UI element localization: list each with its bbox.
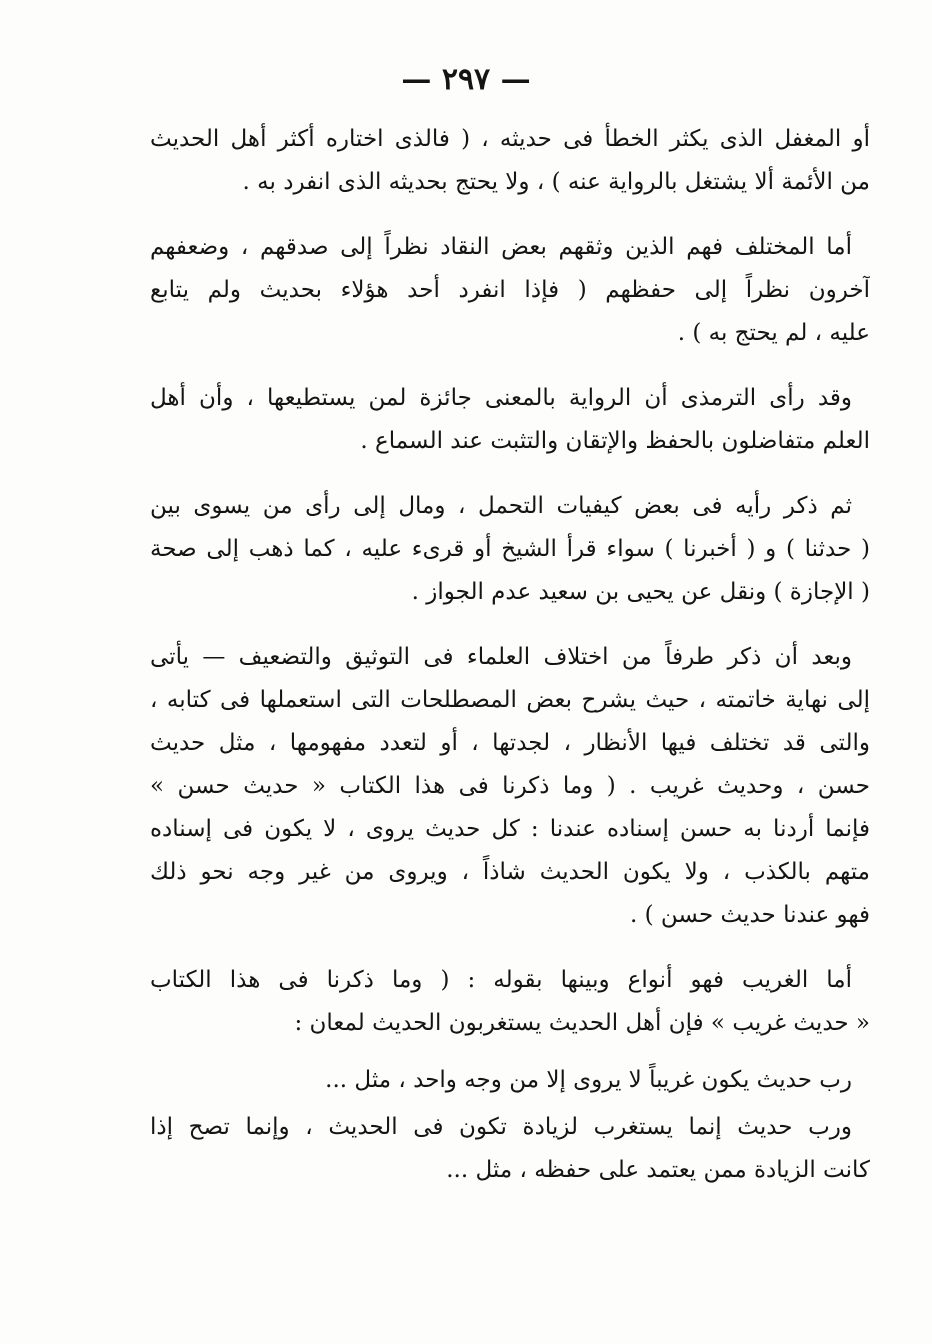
text-line: آخرون نظراً إلى حفظهم ( فإذا انفرد أحد هؤلاء بحديث ولم يتابع (150, 277, 870, 303)
text-line: إلى نهاية خاتمته ، حيث يشرح بعض المصطلحات التى استعملها فى كتابه ، (150, 687, 870, 713)
text-line: وبعد أن ذكر طرفاً من اختلاف العلماء فى التوثيق والتضعيف — يأتى (150, 644, 852, 670)
text-line: من الأئمة ألا يشتغل بالرواية عنه ) ، ولا يحتج بحديثه الذى انفرد به . (242, 169, 870, 195)
paragraph-1 (150, 118, 870, 204)
text-line: أما المختلف فهم الذين وثقهم بعض النقاد نظراً إلى صدقهم ، وضعفهم (150, 234, 852, 260)
paragraph-4 (150, 485, 870, 614)
page-body (150, 118, 870, 1192)
text-line: فإنما أردنا به حسن إسناده عندنا : كل حديث يروى ، لا يكون فى إسناده (150, 816, 870, 842)
text-line: ( الإجازة ) ونقل عن يحيى بن سعيد عدم الجواز . (411, 579, 870, 605)
text-line: عليه ، لم يحتج به ) . (677, 320, 870, 346)
paragraph-7 (150, 1059, 870, 1102)
paragraph-5 (150, 636, 870, 937)
text-line: العلم متفاضلون بالحفظ والإتقان والتثبت عند السماع . (360, 428, 870, 454)
text-line: أما الغريب فهو أنواع وبينها بقوله : ( وما ذكرنا فى هذا الكتاب (150, 967, 852, 993)
text-line: والتى قد تختلف فيها الأنظار ، لجدتها ، أو لتعدد مفهومها ، مثل حديث (150, 730, 870, 756)
text-line: ورب حديث إنما يستغرب لزيادة تكون فى الحديث ، وإنما تصح إذا (150, 1114, 852, 1140)
paragraph-2 (150, 226, 870, 355)
text-line: ( حدثنا ) و ( أخبرنا ) سواء قرأ الشيخ أو قرىء عليه ، كما ذهب إلى صحة (150, 536, 870, 562)
paragraph-6 (150, 959, 870, 1045)
text-line: ثم ذكر رأيه فى بعض كيفيات التحمل ، ومال إلى رأى من يسوى بين (150, 493, 852, 519)
paragraph-3 (150, 377, 870, 463)
text-line: فهو عندنا حديث حسن ) . (630, 902, 870, 928)
text-line: أو المغفل الذى يكثر الخطأ فى حديثه ، ( فالذى اختاره أكثر أهل الحديث (150, 126, 870, 152)
text-line: كانت الزيادة ممن يعتمد على حفظه ، مثل ... (446, 1157, 870, 1183)
text-line: رب حديث يكون غريباً لا يروى إلا من وجه واحد ، مثل ... (325, 1067, 852, 1093)
page-number: — ٢٩٧ — (401, 62, 531, 97)
paragraph-8 (150, 1106, 870, 1192)
text-line: وقد رأى الترمذى أن الرواية بالمعنى جائزة لمن يستطيعها ، وأن أهل (150, 385, 852, 411)
text-line: حسن ، وحديث غريب . ( وما ذكرنا فى هذا الكتاب « حديث حسن » (150, 773, 870, 799)
text-line: متهم بالكذب ، ولا يكون الحديث شاذاً ، ويروى من غير وجه نحو ذلك (150, 859, 870, 885)
text-line: « حديث غريب » فإن أهل الحديث يستغربون الحديث لمعان : (294, 1010, 870, 1036)
